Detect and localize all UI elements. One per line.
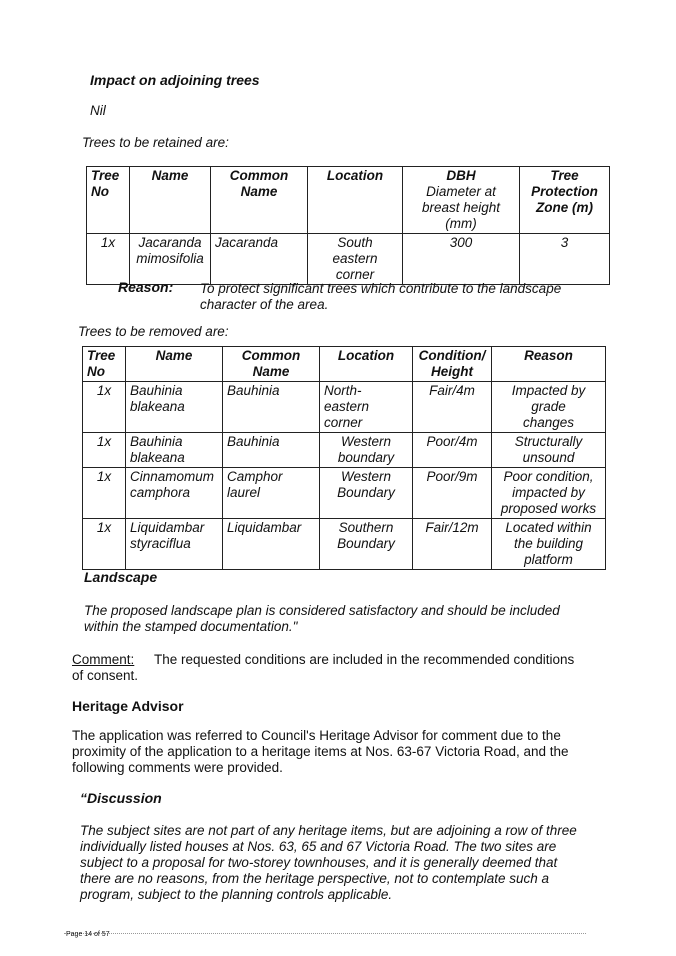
cell-common-name: Bauhinia xyxy=(223,433,320,468)
cell-tree-no: 1x xyxy=(83,433,126,468)
comment-text-second: of consent. xyxy=(72,668,139,683)
cell-name: Bauhinia blakeana xyxy=(126,382,223,433)
cell-tree-no: 1x xyxy=(83,519,126,570)
header-name: Name xyxy=(126,347,223,382)
table-header-row xyxy=(83,347,606,382)
cell-dbh: 300 xyxy=(403,234,520,285)
header-common-name: Common Name xyxy=(211,167,308,234)
cell-reason: Located within the building platform xyxy=(492,519,606,570)
discussion-text: The subject sites are not part of any heritage items, but are adjoining a row of three individually listed houses at Nos. 63, 65 and 67 Victoria Road. The two sites are subject to a proposal for two-storey townhouses, and it is generally deemed that there are no reasons, from the heritage perspective, not to contemplate such a program, subject to the planning controls applicable. xyxy=(80,823,577,902)
cell-reason: Poor condition, impacted by proposed works xyxy=(492,468,606,519)
header-condition: Condition/ Height xyxy=(413,347,492,382)
cell-common-name: Jacaranda xyxy=(211,234,308,285)
table-row xyxy=(87,234,610,285)
retained-intro: Trees to be retained are: xyxy=(82,135,229,150)
reason-label: Reason: xyxy=(118,279,174,295)
header-common-name: Common Name xyxy=(223,347,320,382)
header-location: Location xyxy=(320,347,413,382)
landscape-heading: Landscape xyxy=(84,569,158,585)
impact-value: Nil xyxy=(90,103,106,118)
cell-location: South eastern corner xyxy=(308,234,403,285)
header-dbh: DBH Diameter at breast height (mm) xyxy=(403,167,520,234)
cell-tree-no: 1x xyxy=(83,382,126,433)
header-name: Name xyxy=(130,167,211,234)
removed-intro: Trees to be removed are: xyxy=(78,324,229,339)
comment-text-first: The requested conditions are included in the recommended conditions xyxy=(154,652,575,667)
header-reason: Reason xyxy=(492,347,606,382)
table-row xyxy=(83,382,606,433)
cell-tree-no: 1x xyxy=(87,234,130,285)
cell-common-name: Camphor laurel xyxy=(223,468,320,519)
cell-condition: Poor/4m xyxy=(413,433,492,468)
heritage-text: The application was referred to Council's Heritage Advisor for comment due to the proximity of the application to a heritage items at Nos. 63-67 Victoria Road, and the following comments were provided. xyxy=(72,728,569,775)
table-header-row xyxy=(87,167,610,234)
impact-heading: Impact on adjoining trees xyxy=(90,72,260,88)
cell-common-name: Liquidambar xyxy=(223,519,320,570)
header-location: Location xyxy=(308,167,403,234)
retained-trees-table xyxy=(86,166,610,285)
footer-divider xyxy=(64,933,586,934)
discussion-heading: “Discussion xyxy=(80,790,162,806)
cell-reason: Structurally unsound xyxy=(492,433,606,468)
page-number: Page 14 of 57 xyxy=(66,931,110,938)
cell-location: North- eastern corner xyxy=(320,382,413,433)
table-row xyxy=(83,433,606,468)
table-row xyxy=(83,519,606,570)
cell-location: Western boundary xyxy=(320,433,413,468)
cell-location: Western Boundary xyxy=(320,468,413,519)
cell-common-name: Bauhinia xyxy=(223,382,320,433)
cell-name: Bauhinia blakeana xyxy=(126,433,223,468)
comment-label: Comment: xyxy=(72,652,135,667)
table-row xyxy=(83,468,606,519)
cell-name: Liquidambar styraciflua xyxy=(126,519,223,570)
cell-condition: Poor/9m xyxy=(413,468,492,519)
cell-location: Southern Boundary xyxy=(320,519,413,570)
cell-name: Cinnamomum camphora xyxy=(126,468,223,519)
cell-tree-no: 1x xyxy=(83,468,126,519)
cell-name: Jacaranda mimosifolia xyxy=(130,234,211,285)
heritage-heading: Heritage Advisor xyxy=(72,698,184,714)
header-tree-no: Tree No xyxy=(87,167,130,234)
header-tree-no: Tree No xyxy=(83,347,126,382)
cell-reason: Impacted by grade changes xyxy=(492,382,606,433)
cell-tpz: 3 xyxy=(520,234,610,285)
header-tpz: Tree Protection Zone (m) xyxy=(520,167,610,234)
cell-condition: Fair/4m xyxy=(413,382,492,433)
landscape-text: The proposed landscape plan is considered satisfactory and should be included within the stamped documentation." xyxy=(84,603,560,634)
reason-text: To protect significant trees which contribute to the landscape character of the area. xyxy=(200,281,562,312)
cell-condition: Fair/12m xyxy=(413,519,492,570)
removed-trees-table xyxy=(82,346,606,570)
